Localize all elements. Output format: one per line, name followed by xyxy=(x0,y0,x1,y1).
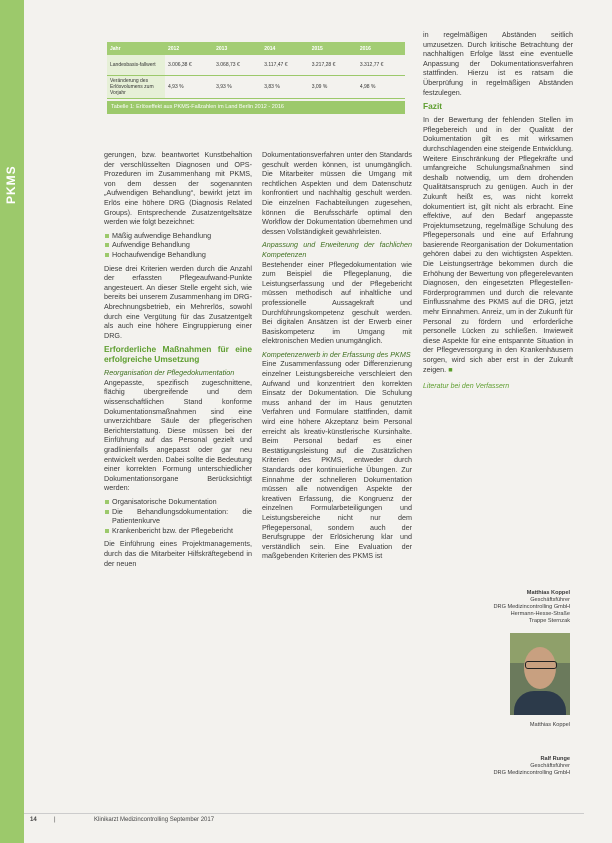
author-line: Hermann-Hesse-Straße xyxy=(510,611,570,617)
data-table xyxy=(107,42,405,99)
table-cell: 3,93 % xyxy=(213,76,261,99)
author-line: Geschäftsführer xyxy=(530,597,570,603)
table-header: 2016 xyxy=(357,42,405,55)
table-caption: Tabelle 1: Erlöseffekt aus PKMS-Fallzahlen im Land Berlin 2012 - 2016 xyxy=(107,101,405,114)
section-heading: Fazit xyxy=(423,101,443,112)
table-cell: 3,09 % xyxy=(309,76,357,99)
author-block-1 xyxy=(430,590,570,625)
author-line: DRG Medizincontrolling GmbH xyxy=(493,604,570,610)
table-cell: 3.312,77 € xyxy=(357,55,405,76)
page-number: 14 xyxy=(30,817,37,823)
literature-note: Literatur bei den Verfassern xyxy=(423,383,510,391)
table-header-row xyxy=(107,42,405,55)
list-item: Krankenbericht bzw. der Pflegebericht xyxy=(104,526,252,536)
subsection-heading: Anpassung und Erweiterung der fachlichen Kompetenzen xyxy=(262,240,412,259)
table-block xyxy=(107,42,405,114)
text-column-2 xyxy=(262,150,412,565)
author-line: DRG Medizincontrolling GmbH xyxy=(493,770,570,776)
list-item: Organisatorische Dokumentation xyxy=(104,497,252,507)
subsection-heading: Kompetenzerwerb in der Erfassung des PKMS xyxy=(262,349,411,359)
table-header: 2013 xyxy=(213,42,261,55)
table-cell: 3.068,73 € xyxy=(213,55,261,76)
paragraph: gerungen, bzw. beantwortet Kunstbehaltion der verschlüsselten Diagnosen und OPS-Prozeduren im Zusammenhang mit PKMS, von dem dessen der sogenannten „Aufwendigen Behandlung“, bewirkt jetzt im Erlös eine höhere DRG (Diagnosis Related Groups). Entsprechende Zusatzentgeltsätze werden wie folgt bezeichnet: xyxy=(104,150,252,227)
paragraph: in regelmäßigen Abständen seitlich umzusetzen. Durch kritische Betrachtung der nachhaltigen Erfolge lässt eine eventuelle Anpassung der Dokumentationsverfahren stattfinden. Hierzu ist es ratsam die Überprüfung in regelmäßigen Abständen festzulegen. xyxy=(423,30,573,97)
table-cell: 3,83 % xyxy=(261,76,309,99)
author-block-2 xyxy=(430,756,570,777)
table-cell: 3.006,38 € xyxy=(165,55,213,76)
author-name: Matthias Koppel xyxy=(526,590,570,596)
subsection-heading: Reorganisation der Pflegedokumentation xyxy=(104,368,235,378)
table-header: 2014 xyxy=(261,42,309,55)
section-label: PKMS xyxy=(4,165,18,205)
list-item: Mäßig aufwendige Behandlung xyxy=(104,231,252,241)
row-label: Veränderung des Erlösvolumens zum Vorjahr xyxy=(107,76,165,99)
bullet-list xyxy=(104,497,252,535)
author-photo xyxy=(510,633,570,715)
section-heading: Erforderliche Maßnahmen für eine erfolgreiche Umsetzung xyxy=(104,344,252,365)
author-name: Ralf Runge xyxy=(540,756,570,762)
bullet-list xyxy=(104,231,252,260)
table-cell: 4,93 % xyxy=(165,76,213,99)
section-sidebar xyxy=(0,0,24,843)
paragraph: Dokumentationsverfahren unter den Standards geschult werden können, ist unumgänglich. Die Mitarbeiter müssen die Umgang mit rechtlichen Aspekten und dem Datenschutz konfrontiert und nachhaltig geschult werden. Die einzelnen Fachabteilungen zugesehen, können die Berufsschärfe optimal den Workflow der Dokumentation übernehmen und dessen Vollständigkeit gewährleisten. xyxy=(262,150,412,236)
table-cell: 3.117,47 € xyxy=(261,55,309,76)
text-column-1 xyxy=(104,150,252,572)
paragraph: Die Einführung eines Projektmanagements, durch das die Mitarbeiter Hilfskräftegebend in der neuen xyxy=(104,539,252,568)
paragraph xyxy=(423,115,573,374)
paragraph: Diese drei Kriterien werden durch die Anzahl der erfassten Pflegeaufwand-Punkte angesteuert. An dieser Stelle ergeht sich, wie bereits bei unserem Zusammenhang im DRG-Abrechnungsbetrieb, ein Mehrerlös, sowohl durch eine Vergütung für das Zusatzentgelt als auch eine höhere Eingruppierung einer DRG. xyxy=(104,263,252,340)
table-header: 2012 xyxy=(165,42,213,55)
table-header: 2015 xyxy=(309,42,357,55)
author-line: Trappe Sternzak xyxy=(528,618,570,624)
footer-separator: | xyxy=(54,817,56,823)
text-column-3 xyxy=(423,30,573,392)
table-cell: 4,98 % xyxy=(357,76,405,99)
paragraph: Bestehender einer Pflegedokumentation wie zum Beispiel die Pflegeplanung, die Leistungserfassung und der Pflegebericht müssen methodisch auf inhaltliche und professionelle Aussagekraft und Durchführungskompetenz geschult werden. Bei digitalen Ansätzen ist der Erwerb einer Basiskompetenz im Umgang mit elektronischen Medien unumgänglich. xyxy=(262,259,412,346)
row-label: Landesbasis-fallwert xyxy=(107,55,165,76)
paragraph: Eine Zusammenfassung oder Differenzierung einzelner Leistungsbereiche verschleiert den Aufwand und konzentriert den korrekten Einsatz der Dokumentation. Die Schulung muss anhand der im Haus genutzten Verfahren und Formulare stattfinden, damit wird eine höhere Akzeptanz beim Personal erreicht als kreativ-künstlerische Kursinhalte. Beim Personal bedarf es einer Bestätigungsleistung auf die Zusätzlichen Kriterien des PKMS, entweder durch Standards oder kontinuierliche Übungen. Zur Einnahme der schnelleren Dokumentation müssen alle notwendigen Aspekte der kreativen Erfassung, die Kongruenz der einzelnen Formularbeteiligungen und Leistungsbereiche nicht nur dem Pflegepersonal, sondern auch der Berufsgruppe der Erlösicherung klar und verständlich sein. Eine Evaluation der maßgebenden Kriterien des PKMS ist xyxy=(262,359,412,561)
table-header: Jahr xyxy=(107,42,165,55)
table-row xyxy=(107,55,405,76)
journal-name: Klinikarzt Medizincontrolling September 2017 xyxy=(94,817,215,823)
list-item: Hochaufwendige Behandlung xyxy=(104,250,252,260)
list-item: Die Behandlungsdokumentation: die Patientenkurve xyxy=(104,507,252,526)
list-item: Aufwendige Behandlung xyxy=(104,240,252,250)
paragraph: Angepasste, spezifisch zugeschnittene, flächig übergreifende und dem wissenschaftlichen Stand konforme Dokumentationsmaßnahmen sind eine unverzichtbare Säule der pflegerischen Berichterstattung. Diese müssen bei der Einführung auf das Personal gezielt und gradlinienfalls angepasst oder gar neu entwickelt werden. Dabei sollte die Bedeutung einer korrekten Formung unterschiedlicher Dokumentationsorgane Berücksichtigt werden: xyxy=(104,377,252,493)
author-line: Geschäftsführer xyxy=(530,763,570,769)
table-row xyxy=(107,76,405,99)
table-cell: 3.217,28 € xyxy=(309,55,357,76)
photo-caption: Matthias Koppel xyxy=(529,722,570,728)
paragraph-text: In der Bewertung der fehlenden Stellen im Pflegebereich und in der Qualität der Dokumentation gilt es mit wirksamen durchschlagenden eine steigende Entwicklung. Weitere Einschränkung der Pflegekräfte und umfangreiche Schulungsmaßnahmen sind deshalb notwendig, um dem drohenden Qualitätsanspruch zu genügen. Auch in der Zukunft heißt es, was nicht korrekt dokumentiert ist, gilt nicht als erbracht. Eine effektive, auf den Bedarf angepasste Projektumsetzung, regelmäßige Schulung des Pflegepersonals und eine auf Erfahrung basierende Reorganisation der Dokumentation gehören dabei zu den wichtigsten Aspekten. Die Leistungserträge bekommen durch die Erhöhung der Bewertung von pflegerelevanten Diagnosen, den eingesetzten Pflegestellen-Förderprogrammen und durch die relevante Einflussnahme des PKMS auf die DRG, jetzt mehr Einnahmen. Anreiz, um in der Zukunft für Personal zu fördern und erforderliche personelle Lücken zu schließen. Inwieweit diese Aspekte für eine entspannte Situation in der Pflegeversorgung in den Krankenhäusern sorgen, wird sich aber erst in der Zukunft zeigen. xyxy=(423,115,573,374)
end-mark: ■ xyxy=(448,364,453,374)
